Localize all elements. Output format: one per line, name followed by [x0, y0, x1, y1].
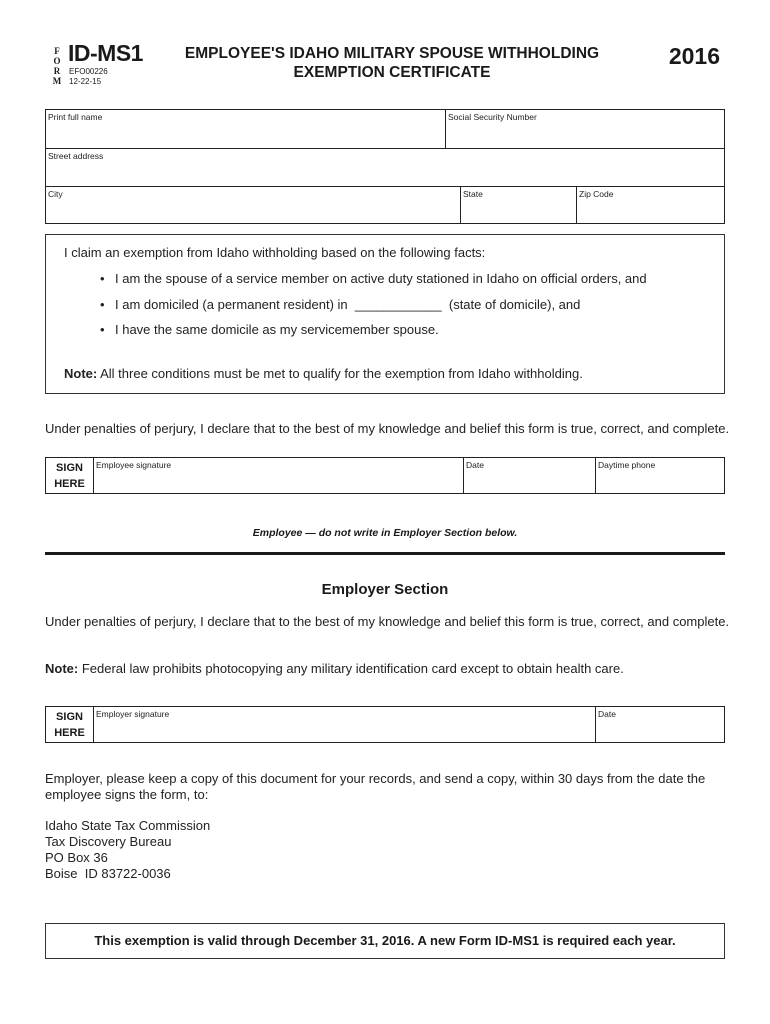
employer-instructions: Employer, please keep a copy of this document for your records, and send a copy, within 30 days from the date the employee signs the form, to: [45, 771, 706, 802]
bullet-icon: • [100, 322, 105, 337]
employer-section-heading: Employer Section [321, 581, 449, 598]
employer-date-label: Date [598, 709, 616, 719]
form-revision-date: 12-22-15 [69, 77, 102, 86]
form-letter: F [54, 46, 60, 56]
form-code-number: EFO00226 [69, 67, 108, 76]
sign-text: SIGN [56, 462, 83, 474]
claim-note [64, 366, 583, 382]
employer-declaration: Under penalties of perjury, I declare that to the best of my knowledge and belief this form is true, correct, and complete. [45, 614, 730, 629]
sign-text: SIGN [56, 711, 83, 723]
zip-label: Zip Code [579, 189, 614, 199]
state-label: State [463, 189, 483, 199]
daytime-phone-field[interactable] [595, 457, 725, 494]
form-letter: O [53, 56, 61, 66]
form-title-line2: EXEMPTION CERTIFICATE [293, 64, 491, 81]
form-id: ID-MS1 [68, 40, 143, 66]
bullet-icon: • [100, 297, 105, 312]
form-letter: M [52, 76, 62, 86]
street-address-label: Street address [48, 151, 104, 161]
street-address-field[interactable] [45, 148, 725, 187]
employee-declaration: Under penalties of perjury, I declare that to the best of my knowledge and belief this form is true, correct, and complete. [45, 421, 730, 436]
here-text: HERE [54, 727, 85, 739]
form-year: 2016 [668, 43, 720, 69]
zip-field[interactable] [576, 186, 725, 224]
claim-item: I have the same domicile as my servicemember spouse. [115, 322, 439, 337]
address-line: PO Box 36 [45, 850, 108, 865]
ssn-label: Social Security Number [448, 112, 537, 122]
daytime-phone-label: Daytime phone [598, 460, 656, 470]
employer-note [45, 661, 624, 677]
validity-text: This exemption is valid through December 31, 2016. A new Form ID-MS1 is required each year. [94, 933, 676, 948]
form-letter: R [53, 66, 61, 76]
employer-signature-label: Employer signature [96, 709, 170, 719]
claim-note-text: All three conditions must be met to qualify for the exemption from Idaho withholding. [100, 366, 583, 381]
address-line: Idaho State Tax Commission [45, 818, 211, 833]
do-not-write-notice: Employee — do not write in Employer Section below. [252, 527, 518, 539]
city-label: City [48, 189, 63, 199]
form-title [160, 44, 624, 82]
form-title-line1: EMPLOYEE'S IDAHO MILITARY SPOUSE WITHHOLDING [184, 45, 600, 62]
form-vertical-label [52, 46, 62, 86]
claim-item: I am domiciled (a permanent resident) in ____________ (state of domicile), and [115, 297, 581, 312]
employee-signature-label: Employee signature [96, 460, 172, 470]
address-line: Tax Discovery Bureau [45, 834, 172, 849]
claim-note-label: Note: [64, 366, 98, 381]
bullet-icon: • [100, 271, 105, 286]
state-field[interactable] [460, 186, 577, 224]
employer-signature-field[interactable] [93, 706, 596, 743]
employer-date-field[interactable] [595, 706, 725, 743]
here-text: HERE [54, 478, 85, 490]
form-code [69, 67, 108, 87]
section-divider [45, 552, 725, 555]
validity-notice [45, 923, 725, 959]
full-name-field[interactable] [45, 109, 446, 149]
city-field[interactable] [45, 186, 461, 224]
employee-signature-field[interactable] [93, 457, 464, 494]
employer-note-label: Note: [45, 661, 79, 676]
address-line: Boise ID 83722-0036 [45, 866, 171, 881]
employee-date-field[interactable] [463, 457, 596, 494]
ssn-field[interactable] [445, 109, 725, 149]
full-name-label: Print full name [48, 112, 103, 122]
employee-sign-here [45, 457, 94, 494]
mailing-address [45, 818, 210, 882]
employer-note-text: Federal law prohibits photocopying any military identification card except to obtain health care. [81, 661, 624, 676]
employer-sign-here [45, 706, 94, 743]
claim-item: I am the spouse of a service member on active duty stationed in Idaho on official orders, and [115, 271, 647, 286]
claim-intro: I claim an exemption from Idaho withholding based on the following facts: [64, 245, 486, 260]
employee-date-label: Date [466, 460, 484, 470]
